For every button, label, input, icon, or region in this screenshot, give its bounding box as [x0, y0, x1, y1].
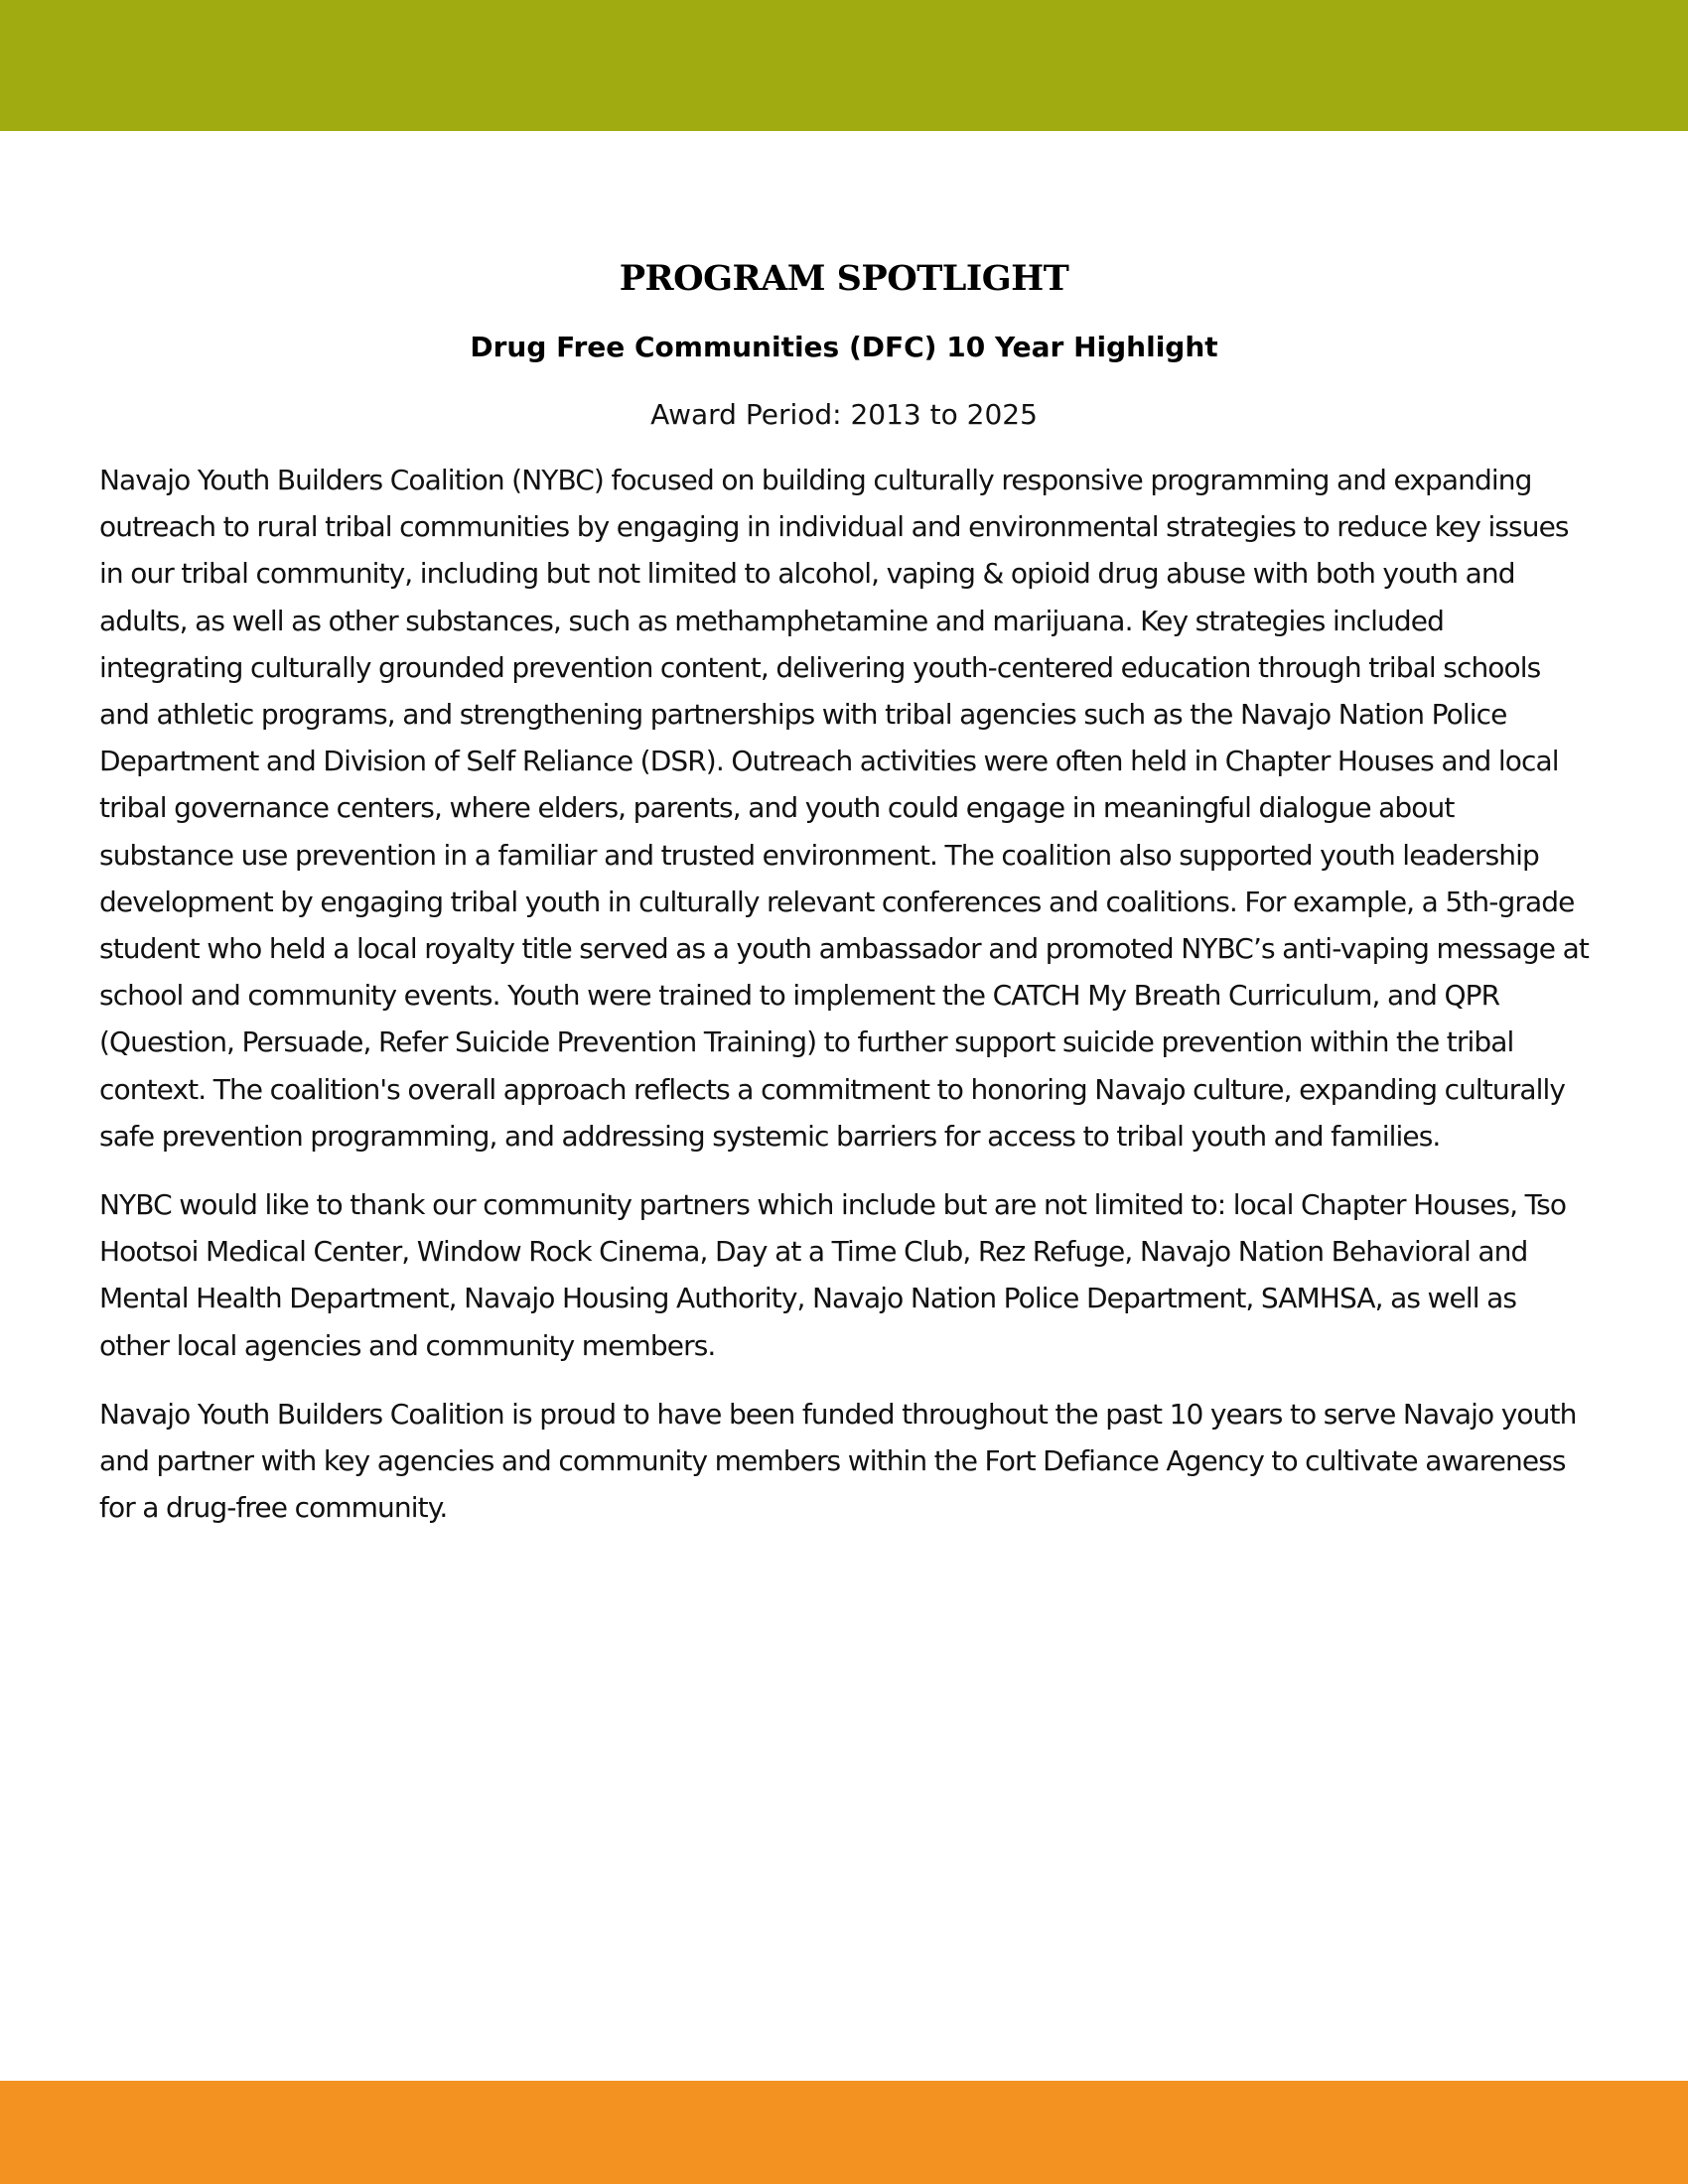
bottom-orange-band: [0, 2081, 1688, 2184]
paragraph-funding-statement: Navajo Youth Builders Coalition is proud to have been funded throughout the past 10 years to serve Navajo youth and partner with key agencies and community members within the Fort Defiance Agency to cultivate awareness for a drug-free community.: [99, 1397, 1577, 1525]
subtitle: Drug Free Communities (DFC) 10 Year Highlight: [470, 331, 1218, 363]
top-green-band: [0, 0, 1688, 131]
document-body: [99, 254, 1589, 1531]
page-title: PROGRAM SPOTLIGHT: [619, 258, 1069, 299]
award-period: Award Period: 2013 to 2025: [650, 398, 1038, 431]
paragraph-community-partners: NYBC would like to thank our community partners which include but are not limited to: local Chapter Houses, Tso Hootsoi Medical Center, Window Rock Cinema, Day at a Time Club, Rez Refuge, Navajo Nation Behavioral and Mental Health Department, Navajo Housing Authority, Navajo Nation Police Department, SAMHSA, as well as other local agencies and community members.: [99, 1188, 1567, 1362]
paragraph-program-overview: Navajo Youth Builders Coalition (NYBC) focused on building culturally responsive programming and expanding outreach to rural tribal communities by engaging in individual and environmental strategies to reduce key issues in our tribal community, including but not limited to alcohol, vaping & opioid drug abuse with both youth and adults, as well as other substances, such as methamphetamine and marijuana. Key strategies included integrating culturally grounded prevention content, delivering youth-centered education through tribal schools and athletic programs, and strengthening partnerships with tribal agencies such as the Navajo Nation Police Department and Division of Self Reliance (DSR). Outreach activities were often held in Chapter Houses and local tribal governance centers, where elders, parents, and youth could engage in meaningful dialogue about substance use prevention in a familiar and trusted environment. The coalition also supported youth leadership development by engaging tribal youth in culturally relevant conferences and coalitions. For example, a 5th-grade student who held a local royalty title served as a youth ambassador and promoted NYBC’s anti-vaping message at school and community events. Youth were trained to implement the CATCH My Breath Curriculum, and QPR (Question, Persuade, Refer Suicide Prevention Training) to further support suicide prevention within the tribal context. The coalition's overall approach reflects a commitment to honoring Navajo culture, expanding culturally safe prevention programming, and addressing systemic barriers for access to tribal youth and families.: [99, 464, 1589, 1153]
